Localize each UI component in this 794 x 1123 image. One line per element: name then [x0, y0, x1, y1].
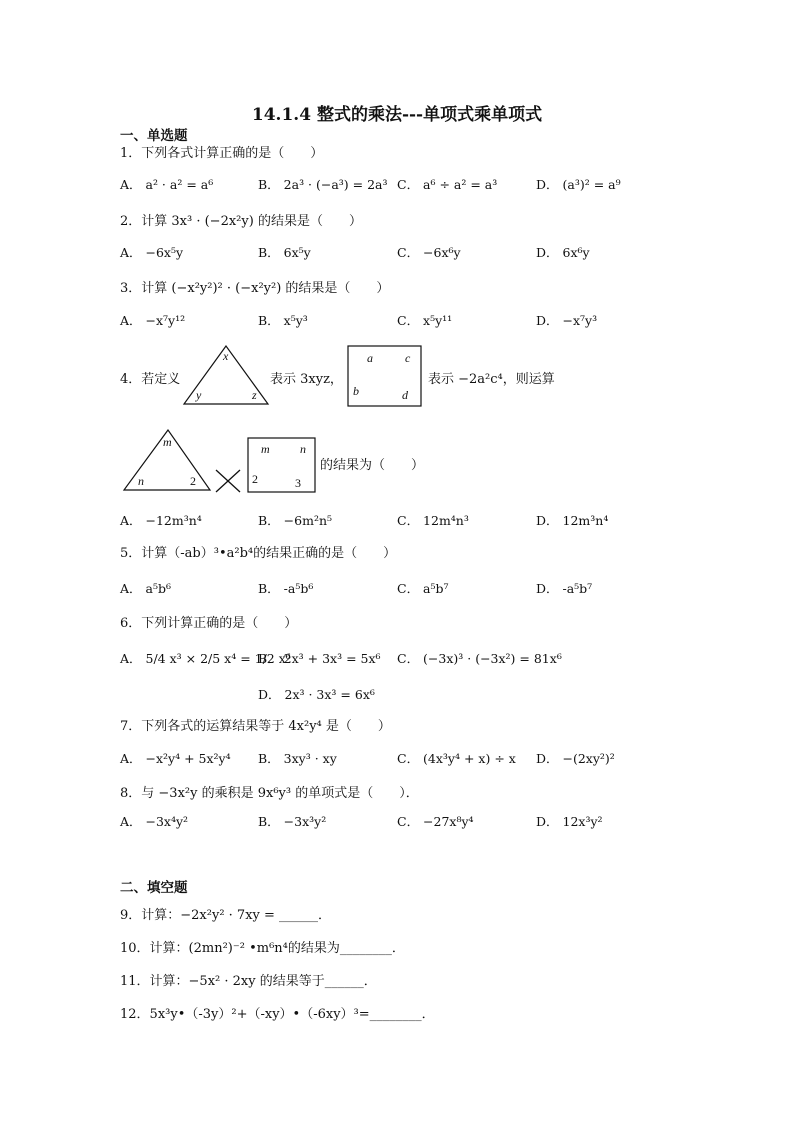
question-7-option-c: C． (4x³y⁴ + x) ÷ x	[397, 751, 516, 766]
question-3-stem: 3．计算 (−x²y²)² · (−x²y²) 的结果是（ ）	[120, 281, 390, 296]
box-1-bottom-right-label: d	[402, 388, 408, 402]
question-5-option-d: D． -a⁵b⁷	[536, 581, 593, 596]
question-6-option-d: D． 2x³ · 3x³ = 6x⁶	[258, 687, 375, 702]
question-1-option-a: A． a² · a² = a⁶	[120, 177, 214, 192]
question-4-text-1: 表示 3xyz，	[270, 372, 343, 387]
section-heading-fill: 二、填空题	[120, 880, 188, 896]
question-8-stem: 8．与 −3x²y 的乘积是 9x⁶y³ 的单项式是（ ）．	[120, 786, 419, 801]
question-3-option-a: A． −x⁷y¹²	[120, 313, 186, 328]
question-8-option-c: C． −27x⁸y⁴	[397, 814, 474, 829]
page-title: 14.1.4 整式的乘法---单项式乘单项式	[251, 105, 543, 125]
question-11-stem: 11．计算：−5x² · 2xy 的结果等于______．	[120, 974, 377, 989]
cross-operator-icon	[214, 468, 242, 494]
question-5-option-b: B． -a⁵b⁶	[258, 581, 314, 596]
question-1-option-b: B． 2a³ · (−a³) = 2a³	[258, 177, 388, 192]
question-4-option-b: B． −6m²n⁵	[258, 513, 333, 528]
triangle-1-right-label: z	[252, 388, 257, 402]
question-6-option-a: A． 5/4 x³ × 2/5 x⁴ = 1/2 x⁶	[120, 651, 291, 666]
box-2-top-right-label: n	[300, 442, 306, 456]
question-7-option-b: B． 3xy³ · xy	[258, 751, 337, 766]
question-6-stem: 6．下列计算正确的是（ ）	[120, 616, 298, 631]
triangle-2-right-label: 2	[190, 474, 196, 488]
question-8-option-d: D． 12x³y²	[536, 814, 603, 829]
question-5-option-a: A． a⁵b⁶	[120, 581, 171, 596]
triangle-figure-1	[182, 344, 270, 406]
triangle-2-top-label: m	[163, 435, 172, 449]
question-7-option-d: D． −(2xy²)²	[536, 751, 615, 766]
box-1-bottom-left-label: b	[353, 384, 359, 398]
question-6-option-b: B． 2x³ + 3x³ = 5x⁶	[258, 651, 381, 666]
question-2-option-c: C． −6x⁶y	[397, 245, 461, 260]
question-5-option-c: C． a⁵b⁷	[397, 581, 449, 596]
question-1-option-d: D． (a³)² = a⁹	[536, 177, 621, 192]
question-1-option-c: C． a⁶ ÷ a² = a³	[397, 177, 498, 192]
rectangle-figure-2	[247, 437, 317, 494]
question-2-stem: 2．计算 3x³ · (−2x²y) 的结果是（ ）	[120, 214, 362, 229]
box-1-top-left-label: a	[367, 351, 373, 365]
question-4-option-a: A． −12m³n⁴	[120, 513, 202, 528]
question-12-stem: 12．5x³y•（-3y）²+（-xy）•（-6xy）³=________．	[120, 1007, 435, 1022]
question-3-option-b: B． x⁵y³	[258, 313, 308, 328]
section-heading-choice: 一、单选题	[120, 128, 188, 144]
triangle-figure-2	[122, 428, 212, 493]
question-4-text-end: 的结果为（ ）	[320, 458, 425, 473]
question-10-stem: 10．计算：(2mn²)⁻² •m⁶n⁴的结果为________．	[120, 941, 405, 956]
box-1-top-right-label: c	[405, 351, 411, 365]
rectangle-figure-1	[347, 345, 423, 407]
box-2-top-left-label: m	[261, 442, 270, 456]
question-7-stem: 7．下列各式的运算结果等于 4x²y⁴ 是（ ）	[120, 719, 391, 734]
question-2-option-b: B． 6x⁵y	[258, 245, 311, 260]
question-7-option-a: A． −x²y⁴ + 5x²y⁴	[120, 751, 231, 766]
question-3-option-c: C． x⁵y¹¹	[397, 313, 453, 328]
question-5-stem: 5．计算（-ab）³•a²b⁴的结果正确的是（ ）	[120, 546, 397, 561]
triangle-1-left-label: y	[196, 388, 202, 402]
question-3-option-d: D． −x⁷y³	[536, 313, 598, 328]
box-2-bottom-right-label: 3	[295, 476, 301, 490]
question-8-option-b: B． −3x³y²	[258, 814, 327, 829]
box-2-bottom-left-label: 2	[252, 472, 258, 486]
question-2-option-a: A． −6x⁵y	[120, 245, 184, 260]
triangle-1-top-label: x	[223, 349, 229, 363]
question-6-option-c: C． (−3x)³ · (−3x²) = 81x⁶	[397, 651, 562, 666]
question-9-stem: 9．计算：−2x²y² · 7xy = ______．	[120, 908, 332, 923]
question-2-option-d: D． 6x⁶y	[536, 245, 590, 260]
question-4-text-2: 表示 −2a²c⁴，则运算	[428, 372, 555, 387]
question-8-option-a: A． −3x⁴y²	[120, 814, 189, 829]
triangle-2-left-label: n	[138, 474, 144, 488]
question-4-option-c: C． 12m⁴n³	[397, 513, 469, 528]
question-4-option-d: D． 12m³n⁴	[536, 513, 609, 528]
question-1-stem: 1．下列各式计算正确的是（ ）	[120, 146, 324, 161]
question-4-prefix: 4．若定义	[120, 372, 181, 387]
